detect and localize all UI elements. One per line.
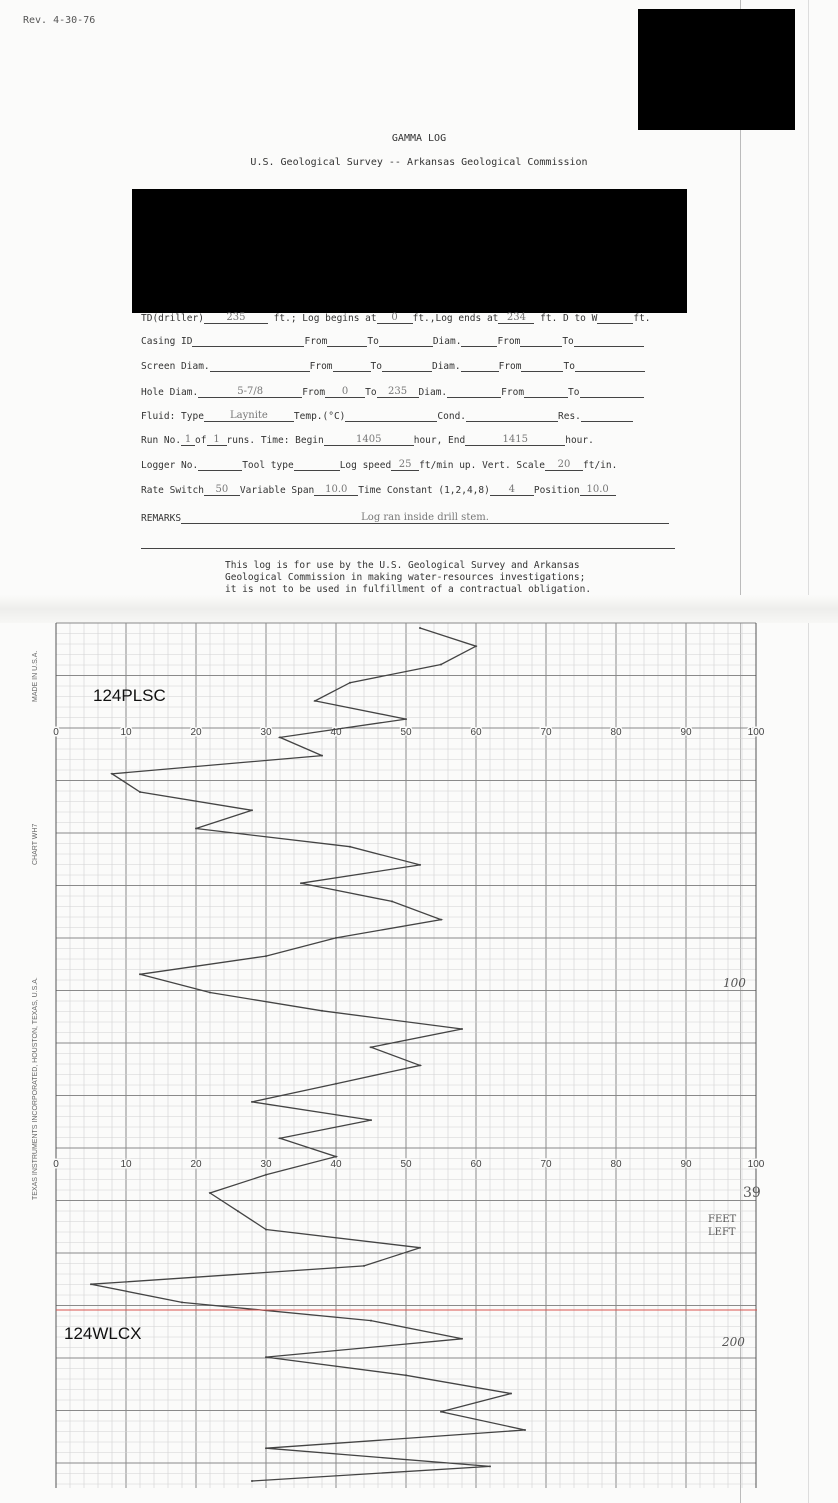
scale-tick-label: 70 bbox=[540, 1159, 552, 1170]
gamma-point bbox=[335, 937, 337, 939]
scale-tick-label: 60 bbox=[470, 727, 482, 738]
gamma-point bbox=[405, 718, 407, 720]
gamma-point bbox=[349, 846, 351, 848]
gamma-point bbox=[279, 1137, 281, 1139]
gamma-point bbox=[440, 1411, 442, 1413]
gamma-point bbox=[265, 1174, 267, 1176]
log-ends-value: 234 bbox=[498, 312, 534, 324]
gamma-point bbox=[440, 919, 442, 921]
gamma-point bbox=[300, 882, 302, 884]
side-text-made: MADE IN U.S.A. bbox=[32, 650, 39, 702]
gamma-point bbox=[370, 1119, 372, 1121]
scale-tick-label: 100 bbox=[747, 727, 765, 738]
scale-tick-label: 10 bbox=[120, 1159, 132, 1170]
form-row-rate: Rate Switch 50 Variable Span 10.0 Time Constant (1,2,4,8) 4 Position 10.0 bbox=[141, 484, 616, 496]
gamma-point bbox=[251, 1480, 253, 1482]
scale-tick-label: 80 bbox=[610, 727, 622, 738]
gamma-point bbox=[419, 627, 421, 629]
side-text-maker: TEXAS INSTRUMENTS INCORPORATED, HOUSTON, TEXAS, U.S.A. bbox=[32, 977, 39, 1200]
form-row-hole: Hole Diam. 5-7/8 From 0 To 235 Diam. From To bbox=[141, 386, 644, 398]
gamma-point bbox=[363, 1265, 365, 1267]
scale-tick-label: 20 bbox=[190, 1159, 202, 1170]
scale-tick-label: 40 bbox=[330, 1159, 342, 1170]
vert-scale-value: 20 bbox=[545, 459, 583, 471]
gamma-point bbox=[195, 828, 197, 830]
scale-tick-label: 90 bbox=[680, 727, 692, 738]
gamma-point bbox=[461, 1338, 463, 1340]
scale-tick-label: 0 bbox=[53, 727, 59, 738]
time-constant-value: 4 bbox=[490, 484, 534, 496]
form-row-remarks: REMARKS Log ran inside drill stem. bbox=[141, 512, 669, 524]
scale-tick-label: 40 bbox=[330, 727, 342, 738]
gamma-point bbox=[419, 864, 421, 866]
gamma-point bbox=[314, 700, 316, 702]
gamma-point bbox=[111, 773, 113, 775]
gamma-point bbox=[209, 992, 211, 994]
scale-tick-label: 30 bbox=[260, 1159, 272, 1170]
revision-label: Rev. 4-30-76 bbox=[23, 15, 96, 26]
gamma-point bbox=[405, 1374, 407, 1376]
form-row-run: Run No. 1 of 1 runs. Time: Begin 1405 hour, End 1415 hour. bbox=[141, 434, 594, 446]
td-value: 235 bbox=[204, 312, 268, 324]
gamma-point bbox=[251, 1101, 253, 1103]
variable-span-value: 10.0 bbox=[314, 484, 358, 496]
gamma-point bbox=[335, 1083, 337, 1085]
gamma-point bbox=[524, 1429, 526, 1431]
formation-label-bottom: 124WLCX bbox=[64, 1324, 142, 1343]
gamma-point bbox=[419, 1064, 421, 1066]
scale-tick-label: 100 bbox=[747, 1159, 765, 1170]
run-value: 1 bbox=[181, 434, 195, 446]
scale-tick-label: 70 bbox=[540, 727, 552, 738]
form-row-fluid: Fluid: Type Laynite Temp.(°C) Cond. Res. bbox=[141, 410, 633, 422]
gamma-point bbox=[265, 1229, 267, 1231]
note-feet: FEET bbox=[708, 1214, 737, 1225]
gamma-point bbox=[321, 1010, 323, 1012]
gamma-point bbox=[90, 1283, 92, 1285]
gamma-point bbox=[181, 1301, 183, 1303]
rate-switch-value: 50 bbox=[204, 484, 240, 496]
scale-tick-label: 0 bbox=[53, 1159, 59, 1170]
depth-mark-200: 200 bbox=[722, 1335, 745, 1349]
gamma-point bbox=[139, 791, 141, 793]
time-end-value: 1415 bbox=[465, 434, 565, 446]
scale-tick-label: 30 bbox=[260, 727, 272, 738]
gamma-point bbox=[370, 1320, 372, 1322]
gamma-point bbox=[139, 973, 141, 975]
gamma-point bbox=[279, 736, 281, 738]
fluid-type-value: Laynite bbox=[204, 410, 294, 422]
agency-line: U.S. Geological Survey -- Arkansas Geological Commission bbox=[250, 157, 588, 168]
log-begins-value: 0 bbox=[377, 312, 413, 324]
form-row-screen: Screen Diam. From To Diam. From To bbox=[141, 361, 645, 372]
runs-value: 1 bbox=[207, 434, 227, 446]
gamma-point bbox=[265, 955, 267, 957]
form-row-td: TD(driller) 235 ft.; Log begins at 0 ft.,Log ends at 234 ft. D to W ft. bbox=[141, 312, 651, 324]
hole-diam-value: 5-7/8 bbox=[198, 386, 302, 398]
gamma-point bbox=[209, 1192, 211, 1194]
note-39: 39 bbox=[743, 1185, 761, 1201]
form-row-logger: Logger No. Tool type Log speed 25 ft/min up. Vert. Scale 20 ft/in. bbox=[141, 459, 618, 471]
depth-mark-100: 100 bbox=[723, 976, 746, 990]
scale-tick-label: 20 bbox=[190, 727, 202, 738]
chart-grid bbox=[56, 623, 756, 1488]
scale-tick-label: 90 bbox=[680, 1159, 692, 1170]
scale-tick-label: 50 bbox=[400, 1159, 412, 1170]
gamma-point bbox=[475, 645, 477, 647]
note-left: LEFT bbox=[708, 1227, 736, 1238]
gamma-point bbox=[265, 1447, 267, 1449]
scale-tick-label: 80 bbox=[610, 1159, 622, 1170]
position-value: 10.0 bbox=[580, 484, 616, 496]
hole-from-value: 0 bbox=[325, 386, 365, 398]
disclaimer: This log is for use by the U.S. Geological Survey and Arkansas Geological Commission in making water-resources investigations; it is not to be used in fulfillment of a contractual obligation. bbox=[225, 560, 592, 595]
gamma-point bbox=[349, 682, 351, 684]
scale-tick-label: 10 bbox=[120, 727, 132, 738]
gamma-point bbox=[461, 1028, 463, 1030]
log-speed-value: 25 bbox=[391, 459, 419, 471]
gamma-point bbox=[510, 1393, 512, 1395]
hole-to-value: 235 bbox=[377, 386, 419, 398]
remarks-value: Log ran inside drill stem. bbox=[181, 512, 669, 524]
gamma-point bbox=[489, 1465, 491, 1467]
gamma-point bbox=[335, 1156, 337, 1158]
gamma-point bbox=[321, 755, 323, 757]
gamma-point bbox=[391, 900, 393, 902]
gamma-point bbox=[265, 1356, 267, 1358]
document-title: GAMMA LOG bbox=[391, 133, 447, 144]
time-begin-value: 1405 bbox=[324, 434, 414, 446]
gamma-point bbox=[419, 1247, 421, 1249]
scale-tick-label: 60 bbox=[470, 1159, 482, 1170]
form-row-casing: Casing ID From To Diam. From To bbox=[141, 336, 644, 347]
gamma-point bbox=[251, 809, 253, 811]
side-text-chart: CHART WH7 bbox=[32, 823, 39, 865]
gamma-point bbox=[370, 1046, 372, 1048]
formation-label-top: 124PLSC bbox=[93, 686, 166, 705]
scale-tick-label: 50 bbox=[400, 727, 412, 738]
gamma-point bbox=[237, 1210, 239, 1212]
gamma-point bbox=[440, 664, 442, 666]
